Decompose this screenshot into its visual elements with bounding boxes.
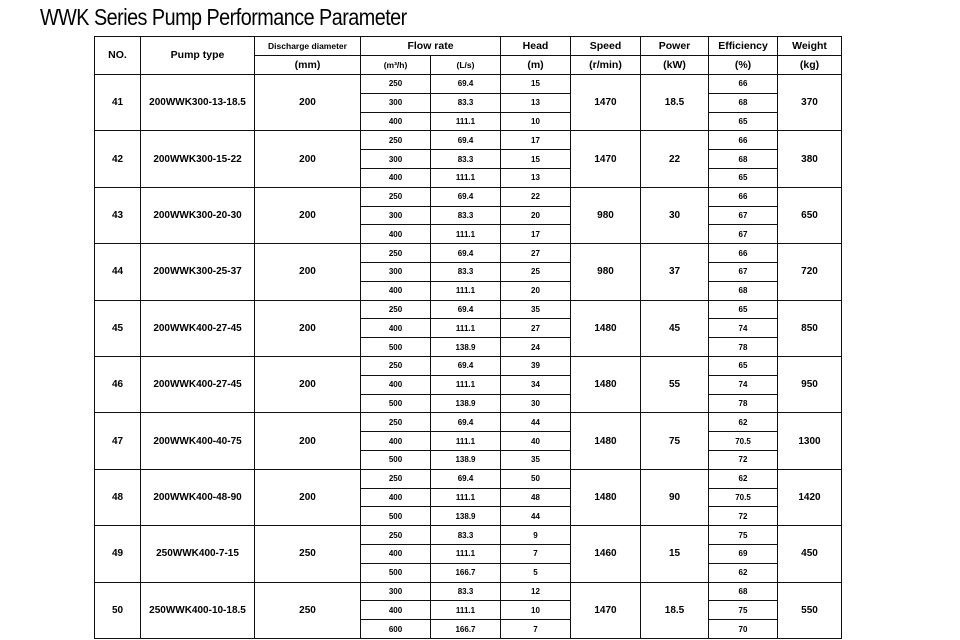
cell-head: 10 [501, 601, 571, 620]
cell-power: 18.5 [641, 75, 709, 131]
cell-pump-type: 250WWK400-10-18.5 [141, 582, 255, 638]
cell-weight: 850 [778, 300, 842, 356]
cell-head: 35 [501, 450, 571, 469]
table-row [95, 75, 842, 94]
header-power-unit: (kW) [641, 56, 709, 75]
cell-flow-m3h: 250 [361, 75, 431, 94]
header-head: Head [501, 37, 571, 56]
cell-flow-m3h: 500 [361, 563, 431, 582]
cell-pump-type: 200WWK400-48-90 [141, 469, 255, 525]
cell-flow-m3h: 400 [361, 225, 431, 244]
cell-flow-ls: 111.1 [431, 488, 501, 507]
cell-power: 37 [641, 244, 709, 300]
cell-head: 50 [501, 469, 571, 488]
cell-head: 15 [501, 150, 571, 169]
cell-speed: 980 [571, 244, 641, 300]
table-row [95, 131, 842, 150]
cell-flow-m3h: 300 [361, 93, 431, 112]
cell-flow-ls: 69.4 [431, 244, 501, 263]
header-discharge-diameter: Discharge diameter [255, 37, 361, 56]
cell-flow-m3h: 250 [361, 244, 431, 263]
cell-pump-type: 200WWK400-27-45 [141, 300, 255, 356]
cell-discharge-diameter: 250 [255, 526, 361, 582]
cell-head: 20 [501, 206, 571, 225]
cell-flow-m3h: 250 [361, 413, 431, 432]
cell-efficiency: 74 [709, 375, 778, 394]
cell-flow-m3h: 250 [361, 469, 431, 488]
cell-flow-m3h: 400 [361, 319, 431, 338]
header-weight: Weight [778, 37, 842, 56]
cell-flow-ls: 111.1 [431, 319, 501, 338]
cell-flow-m3h: 250 [361, 526, 431, 545]
cell-weight: 1420 [778, 469, 842, 525]
cell-efficiency: 66 [709, 244, 778, 263]
cell-efficiency: 68 [709, 93, 778, 112]
cell-flow-ls: 166.7 [431, 620, 501, 639]
cell-pump-type: 200WWK400-40-75 [141, 413, 255, 469]
cell-weight: 370 [778, 75, 842, 131]
cell-efficiency: 66 [709, 131, 778, 150]
cell-flow-m3h: 400 [361, 432, 431, 451]
cell-speed: 1480 [571, 469, 641, 525]
cell-efficiency: 65 [709, 356, 778, 375]
cell-efficiency: 75 [709, 601, 778, 620]
header-efficiency-unit: (%) [709, 56, 778, 75]
cell-flow-ls: 69.4 [431, 187, 501, 206]
cell-head: 27 [501, 244, 571, 263]
cell-flow-ls: 111.1 [431, 544, 501, 563]
cell-flow-m3h: 300 [361, 206, 431, 225]
cell-flow-ls: 83.3 [431, 206, 501, 225]
cell-pump-type: 200WWK300-20-30 [141, 187, 255, 243]
cell-flow-ls: 166.7 [431, 563, 501, 582]
cell-flow-ls: 111.1 [431, 432, 501, 451]
cell-flow-m3h: 400 [361, 488, 431, 507]
cell-power: 90 [641, 469, 709, 525]
cell-efficiency: 67 [709, 206, 778, 225]
cell-efficiency: 65 [709, 300, 778, 319]
table-header [95, 37, 842, 75]
cell-efficiency: 74 [709, 319, 778, 338]
cell-efficiency: 62 [709, 413, 778, 432]
cell-flow-m3h: 500 [361, 338, 431, 357]
cell-efficiency: 62 [709, 563, 778, 582]
cell-head: 25 [501, 262, 571, 281]
cell-head: 17 [501, 225, 571, 244]
cell-pump-type: 200WWK300-15-22 [141, 131, 255, 187]
header-pump-type: Pump type [141, 37, 255, 75]
cell-speed: 980 [571, 187, 641, 243]
cell-weight: 720 [778, 244, 842, 300]
cell-flow-ls: 69.4 [431, 413, 501, 432]
cell-flow-ls: 69.4 [431, 300, 501, 319]
cell-pump-type: 250WWK400-7-15 [141, 526, 255, 582]
cell-efficiency: 78 [709, 338, 778, 357]
cell-pump-type: 200WWK400-27-45 [141, 356, 255, 412]
cell-efficiency: 68 [709, 281, 778, 300]
cell-flow-m3h: 300 [361, 582, 431, 601]
header-head-unit: (m) [501, 56, 571, 75]
cell-flow-ls: 111.1 [431, 601, 501, 620]
cell-power: 18.5 [641, 582, 709, 638]
cell-flow-m3h: 250 [361, 131, 431, 150]
cell-discharge-diameter: 200 [255, 131, 361, 187]
cell-no: 50 [95, 582, 141, 638]
cell-flow-ls: 138.9 [431, 507, 501, 526]
performance-table [94, 36, 842, 639]
header-flow-unit-ls: (L/s) [431, 56, 501, 75]
cell-head: 7 [501, 620, 571, 639]
cell-pump-type: 200WWK300-25-37 [141, 244, 255, 300]
cell-flow-ls: 69.4 [431, 131, 501, 150]
cell-flow-ls: 138.9 [431, 450, 501, 469]
cell-speed: 1480 [571, 356, 641, 412]
cell-flow-ls: 83.3 [431, 150, 501, 169]
cell-head: 34 [501, 375, 571, 394]
cell-flow-ls: 111.1 [431, 112, 501, 131]
cell-efficiency: 72 [709, 450, 778, 469]
cell-head: 7 [501, 544, 571, 563]
table-row [95, 526, 842, 545]
cell-discharge-diameter: 200 [255, 356, 361, 412]
cell-efficiency: 78 [709, 394, 778, 413]
cell-no: 46 [95, 356, 141, 412]
cell-power: 75 [641, 413, 709, 469]
cell-speed: 1470 [571, 582, 641, 638]
cell-discharge-diameter: 200 [255, 244, 361, 300]
header-row-1 [95, 37, 842, 56]
cell-head: 35 [501, 300, 571, 319]
cell-head: 13 [501, 93, 571, 112]
cell-head: 44 [501, 507, 571, 526]
cell-efficiency: 72 [709, 507, 778, 526]
header-weight-unit: (kg) [778, 56, 842, 75]
cell-flow-m3h: 500 [361, 450, 431, 469]
cell-flow-ls: 69.4 [431, 469, 501, 488]
cell-efficiency: 70 [709, 620, 778, 639]
cell-efficiency: 69 [709, 544, 778, 563]
table-row [95, 413, 842, 432]
cell-flow-m3h: 250 [361, 187, 431, 206]
cell-discharge-diameter: 200 [255, 187, 361, 243]
cell-no: 41 [95, 75, 141, 131]
cell-discharge-diameter: 250 [255, 582, 361, 638]
cell-flow-ls: 69.4 [431, 75, 501, 94]
cell-flow-m3h: 500 [361, 507, 431, 526]
cell-no: 45 [95, 300, 141, 356]
cell-flow-m3h: 400 [361, 168, 431, 187]
header-speed: Speed [571, 37, 641, 56]
header-no: NO. [95, 37, 141, 75]
cell-speed: 1470 [571, 75, 641, 131]
cell-head: 24 [501, 338, 571, 357]
cell-head: 17 [501, 131, 571, 150]
cell-flow-m3h: 400 [361, 601, 431, 620]
cell-power: 15 [641, 526, 709, 582]
cell-weight: 1300 [778, 413, 842, 469]
cell-flow-ls: 138.9 [431, 338, 501, 357]
cell-flow-ls: 111.1 [431, 225, 501, 244]
cell-head: 9 [501, 526, 571, 545]
cell-flow-ls: 83.3 [431, 262, 501, 281]
cell-discharge-diameter: 200 [255, 75, 361, 131]
table-row [95, 582, 842, 601]
cell-head: 20 [501, 281, 571, 300]
cell-flow-m3h: 400 [361, 281, 431, 300]
cell-head: 27 [501, 319, 571, 338]
cell-head: 48 [501, 488, 571, 507]
header-discharge-unit: (mm) [255, 56, 361, 75]
cell-head: 15 [501, 75, 571, 94]
cell-weight: 380 [778, 131, 842, 187]
cell-flow-ls: 111.1 [431, 281, 501, 300]
cell-speed: 1460 [571, 526, 641, 582]
cell-flow-m3h: 400 [361, 112, 431, 131]
cell-power: 55 [641, 356, 709, 412]
table-row [95, 300, 842, 319]
cell-discharge-diameter: 200 [255, 413, 361, 469]
cell-flow-ls: 111.1 [431, 375, 501, 394]
cell-weight: 650 [778, 187, 842, 243]
cell-no: 42 [95, 131, 141, 187]
cell-flow-m3h: 400 [361, 544, 431, 563]
cell-head: 12 [501, 582, 571, 601]
cell-flow-ls: 83.3 [431, 582, 501, 601]
cell-power: 22 [641, 131, 709, 187]
cell-efficiency: 70.5 [709, 432, 778, 451]
cell-head: 40 [501, 432, 571, 451]
cell-head: 30 [501, 394, 571, 413]
cell-power: 45 [641, 300, 709, 356]
cell-flow-m3h: 600 [361, 620, 431, 639]
header-flow-rate: Flow rate [361, 37, 501, 56]
cell-head: 13 [501, 168, 571, 187]
cell-head: 22 [501, 187, 571, 206]
cell-efficiency: 66 [709, 75, 778, 94]
cell-efficiency: 67 [709, 262, 778, 281]
cell-speed: 1470 [571, 131, 641, 187]
table-row [95, 469, 842, 488]
cell-head: 39 [501, 356, 571, 375]
cell-head: 5 [501, 563, 571, 582]
cell-no: 43 [95, 187, 141, 243]
cell-head: 10 [501, 112, 571, 131]
header-flow-unit-m3h: (m³/h) [361, 56, 431, 75]
cell-efficiency: 68 [709, 150, 778, 169]
cell-efficiency: 66 [709, 187, 778, 206]
cell-discharge-diameter: 200 [255, 300, 361, 356]
cell-discharge-diameter: 200 [255, 469, 361, 525]
cell-flow-m3h: 400 [361, 375, 431, 394]
cell-efficiency: 68 [709, 582, 778, 601]
cell-speed: 1480 [571, 413, 641, 469]
cell-flow-ls: 111.1 [431, 168, 501, 187]
cell-weight: 450 [778, 526, 842, 582]
cell-speed: 1480 [571, 300, 641, 356]
cell-flow-m3h: 250 [361, 356, 431, 375]
cell-efficiency: 65 [709, 112, 778, 131]
header-speed-unit: (r/min) [571, 56, 641, 75]
cell-no: 44 [95, 244, 141, 300]
cell-no: 48 [95, 469, 141, 525]
cell-flow-ls: 138.9 [431, 394, 501, 413]
cell-efficiency: 65 [709, 168, 778, 187]
header-efficiency: Efficiency [709, 37, 778, 56]
cell-efficiency: 62 [709, 469, 778, 488]
cell-flow-m3h: 500 [361, 394, 431, 413]
cell-flow-ls: 69.4 [431, 356, 501, 375]
cell-efficiency: 67 [709, 225, 778, 244]
cell-pump-type: 200WWK300-13-18.5 [141, 75, 255, 131]
table-row [95, 356, 842, 375]
cell-efficiency: 75 [709, 526, 778, 545]
cell-flow-m3h: 250 [361, 300, 431, 319]
cell-flow-ls: 83.3 [431, 526, 501, 545]
cell-no: 47 [95, 413, 141, 469]
cell-weight: 950 [778, 356, 842, 412]
cell-flow-ls: 83.3 [431, 93, 501, 112]
page-title: WWK Series Pump Performance Parameter [40, 4, 407, 30]
cell-efficiency: 70.5 [709, 488, 778, 507]
cell-head: 44 [501, 413, 571, 432]
header-power: Power [641, 37, 709, 56]
cell-power: 30 [641, 187, 709, 243]
table-body [95, 75, 842, 639]
cell-flow-m3h: 300 [361, 150, 431, 169]
table-row [95, 187, 842, 206]
cell-weight: 550 [778, 582, 842, 638]
cell-flow-m3h: 300 [361, 262, 431, 281]
cell-no: 49 [95, 526, 141, 582]
table-row [95, 244, 842, 263]
